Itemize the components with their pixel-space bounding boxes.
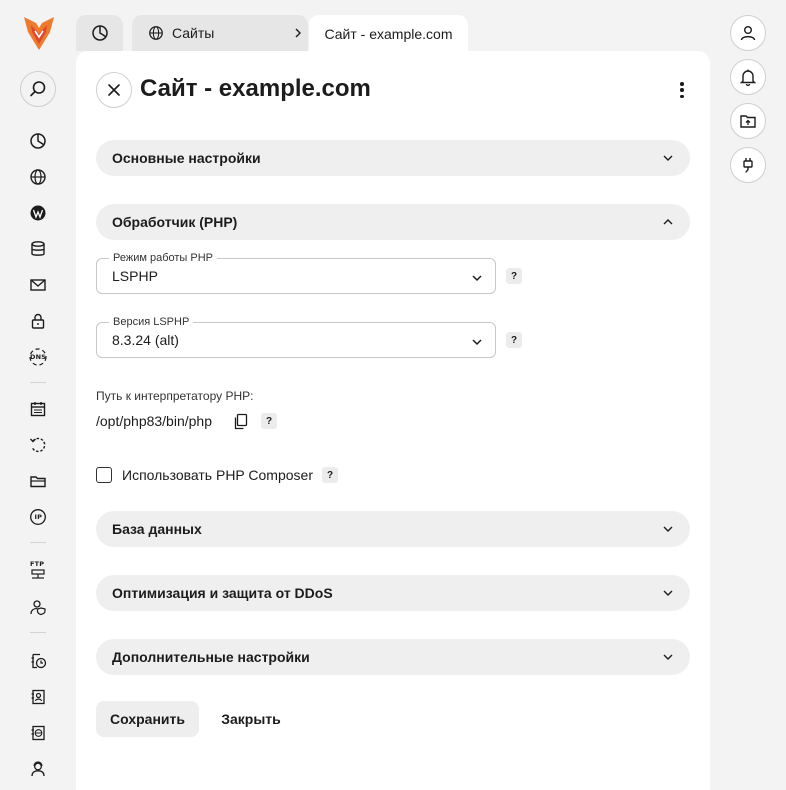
dashboard-icon <box>29 132 47 150</box>
user-shield-icon <box>29 598 47 616</box>
section-title: Дополнительные настройки <box>112 649 310 665</box>
sidebar-item-ftp[interactable] <box>27 560 49 582</box>
chevron-down-icon <box>662 587 674 599</box>
search-button[interactable] <box>20 71 56 107</box>
chevron-down-icon <box>662 152 674 164</box>
contacts-book-icon <box>29 688 47 706</box>
php-composer-checkbox[interactable] <box>96 467 112 483</box>
tab-active-label: Сайт - example.com <box>324 26 453 42</box>
sidebar-item-web[interactable] <box>27 722 49 744</box>
sidebar-item-support[interactable] <box>27 758 49 780</box>
sidebar-item-dns[interactable] <box>27 346 49 368</box>
search-icon <box>29 80 47 98</box>
globe-icon <box>148 25 164 41</box>
dashboard-icon <box>91 24 109 42</box>
profile-button[interactable] <box>730 15 766 51</box>
section-title: База данных <box>112 521 202 537</box>
php-composer-help-icon[interactable]: ? <box>322 467 338 483</box>
php-composer-label[interactable]: Использовать PHP Composer <box>122 467 313 483</box>
close-button[interactable]: Закрыть <box>221 711 281 727</box>
logo-icon[interactable] <box>22 14 56 52</box>
section-database[interactable] <box>96 511 690 547</box>
section-title: Оптимизация и защита от DDoS <box>112 585 333 601</box>
chevron-down-icon <box>662 651 674 663</box>
sidebar-divider <box>30 632 46 633</box>
database-icon <box>29 240 47 258</box>
notifications-button[interactable] <box>730 59 766 95</box>
sidebar-divider <box>30 382 46 383</box>
section-ddos-optimization[interactable] <box>96 575 690 611</box>
sidebar-item-files[interactable] <box>27 470 49 492</box>
sidebar-item-contacts[interactable] <box>27 686 49 708</box>
sidebar-divider <box>30 542 46 543</box>
copy-icon[interactable] <box>233 413 249 436</box>
plugins-button[interactable] <box>730 147 766 183</box>
php-path-help-icon[interactable]: ? <box>261 413 277 429</box>
php-version-value: 8.3.24 (alt) <box>112 332 179 348</box>
php-version-label: Версия LSPHP <box>109 315 193 329</box>
dns-label: DNS <box>30 353 47 361</box>
php-path-label: Путь к интерпретатору PHP: <box>96 389 254 403</box>
sidebar-item-wordpress[interactable] <box>27 202 49 224</box>
ftp-label: FTP <box>30 560 45 568</box>
user-support-icon <box>29 760 47 778</box>
backup-icon <box>29 436 47 454</box>
chevron-down-icon <box>471 272 483 284</box>
sidebar-item-users[interactable] <box>27 596 49 618</box>
calendar-icon <box>29 400 47 418</box>
sidebar-item-sites[interactable] <box>27 166 49 188</box>
tab-sites[interactable] <box>132 15 308 51</box>
save-button[interactable]: Сохранить <box>96 701 199 737</box>
wordpress-icon <box>29 204 47 222</box>
sidebar-item-databases[interactable] <box>27 238 49 260</box>
sidebar-item-ssl[interactable] <box>27 310 49 332</box>
section-title: Обработчик (PHP) <box>112 214 238 230</box>
page-title: Сайт - example.com <box>140 75 371 102</box>
close-panel-button[interactable] <box>96 72 132 108</box>
user-icon <box>739 24 757 42</box>
section-additional-settings[interactable] <box>96 639 690 675</box>
chevron-right-icon <box>292 26 304 42</box>
mail-icon <box>29 276 47 294</box>
ip-label: IP <box>34 513 43 521</box>
web-book-icon <box>29 724 47 742</box>
chevron-down-icon <box>471 336 483 348</box>
section-basic-settings[interactable] <box>96 140 690 176</box>
php-mode-help-icon[interactable]: ? <box>506 268 522 284</box>
sidebar-item-dashboard[interactable] <box>27 130 49 152</box>
php-version-help-icon[interactable]: ? <box>506 332 522 348</box>
tab-sites-label: Сайты <box>172 25 215 41</box>
tab-site-active[interactable] <box>309 15 468 53</box>
plug-icon <box>739 156 757 174</box>
sidebar-item-scheduler[interactable] <box>27 398 49 420</box>
site-settings-panel <box>76 51 710 790</box>
tab-dashboard[interactable] <box>76 15 123 51</box>
php-path-value: /opt/php83/bin/php <box>96 413 212 429</box>
sidebar-item-mail[interactable] <box>27 274 49 296</box>
section-title: Основные настройки <box>112 150 261 166</box>
globe-icon <box>29 168 47 186</box>
sidebar-item-ip[interactable] <box>27 506 49 528</box>
close-icon <box>106 82 122 98</box>
upload-folder-button[interactable] <box>730 103 766 139</box>
php-mode-select[interactable] <box>96 252 496 294</box>
log-clock-icon <box>29 652 47 670</box>
left-sidebar <box>0 0 76 790</box>
more-menu-button[interactable] <box>674 79 690 101</box>
sidebar-item-logs[interactable] <box>27 650 49 672</box>
php-mode-value: LSPHP <box>112 268 158 284</box>
bell-icon <box>739 68 757 86</box>
folder-icon <box>29 472 47 490</box>
php-version-select[interactable] <box>96 316 496 358</box>
sidebar-item-backup[interactable] <box>27 434 49 456</box>
folder-upload-icon <box>739 112 757 130</box>
lock-icon <box>29 312 47 330</box>
chevron-up-icon <box>662 216 674 228</box>
chevron-down-icon <box>662 523 674 535</box>
section-php-handler[interactable] <box>96 204 690 240</box>
php-mode-label: Режим работы PHP <box>109 251 217 265</box>
